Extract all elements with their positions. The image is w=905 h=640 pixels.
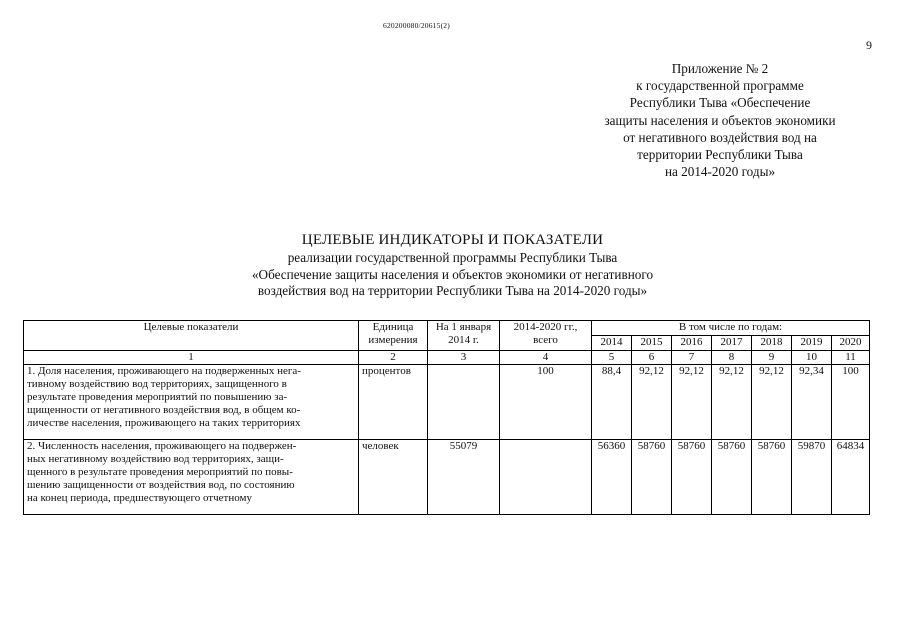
- header-total: 2014-2020 гг., всего: [500, 321, 592, 351]
- appendix-line: от негативного воздействия вод на: [623, 129, 817, 145]
- indicator-year-value: 56360: [592, 440, 632, 515]
- appendix-line: защиты населения и объектов экономики: [604, 112, 836, 128]
- document-id: 620200080/20615(2): [383, 21, 450, 30]
- heading-subtitle-line: реализации государственной программы Республики Тыва: [287, 250, 618, 265]
- indicator-description: 2. Численность населения, проживающего на подвержен- ных негативному воздействию вод территориях, защи- щенного в результате проведения мероприятий по повы- шению защищенности от воздействия вод, по состоянию на конец периода, предшествующего отчетному: [24, 440, 359, 515]
- document-heading: [195, 231, 710, 300]
- indicators-table: [23, 320, 870, 515]
- table-row: [24, 365, 870, 440]
- indicator-description: 1. Доля населения, проживающего на подверженных нега- тивному воздействию вод территориях, защищенного в результате проведения мероприятий по повышению за- щищенности от негативного воздействия вод, в общем ко- личестве населения, проживающего на таких территориях: [24, 365, 359, 440]
- indicator-year-value: 92,12: [712, 365, 752, 440]
- header-year: 2015: [632, 336, 672, 351]
- header-indicators: Целевые показатели: [24, 321, 359, 351]
- appendix-line: Приложение № 2: [671, 61, 769, 76]
- page-number: 9: [866, 38, 872, 52]
- header-year: 2019: [792, 336, 832, 351]
- header-year: 2016: [672, 336, 712, 351]
- header-year: 2017: [712, 336, 752, 351]
- column-number: 6: [632, 351, 672, 365]
- column-number: 11: [832, 351, 870, 365]
- indicator-jan2014: 55079: [428, 440, 500, 515]
- column-number: 5: [592, 351, 632, 365]
- header-by-years: В том числе по годам:: [592, 321, 870, 336]
- indicator-year-value: 59870: [792, 440, 832, 515]
- indicator-unit: процентов: [359, 365, 428, 440]
- header-year: 2014: [592, 336, 632, 351]
- heading-subtitle-line: «Обеспечение защиты населения и объектов экономики от негативного: [251, 266, 654, 282]
- column-number: 9: [752, 351, 792, 365]
- column-number: 10: [792, 351, 832, 365]
- indicator-year-value: 58760: [752, 440, 792, 515]
- indicator-year-value: 58760: [632, 440, 672, 515]
- appendix-line: на 2014-2020 годы»: [664, 164, 776, 180]
- header-year: 2018: [752, 336, 792, 351]
- indicator-total: 100: [500, 365, 592, 440]
- indicator-year-value: 92,12: [632, 365, 672, 440]
- heading-subtitle-line: воздействия вод на территории Республики Тыва на 2014-2020 годы»: [257, 283, 648, 299]
- column-number: 4: [500, 351, 592, 365]
- column-number: 7: [672, 351, 712, 365]
- column-number: 1: [24, 351, 359, 365]
- indicator-total: [500, 440, 592, 515]
- indicator-year-value: 92,34: [792, 365, 832, 440]
- header-year: 2020: [832, 336, 870, 351]
- indicator-year-value: 100: [832, 365, 870, 440]
- appendix-line: к государственной программе: [636, 78, 804, 94]
- indicator-year-value: 88,4: [592, 365, 632, 440]
- column-number: 2: [359, 351, 428, 365]
- indicator-year-value: 58760: [712, 440, 752, 515]
- appendix-line: территории Республики Тыва: [637, 147, 803, 163]
- header-unit: Единица измерения: [359, 321, 428, 351]
- column-number: 8: [712, 351, 752, 365]
- indicator-year-value: 92,12: [672, 365, 712, 440]
- appendix-line: Республики Тыва «Обеспечение: [629, 95, 811, 111]
- appendix-header: [560, 60, 880, 180]
- table-row: [24, 440, 870, 515]
- indicator-year-value: 64834: [832, 440, 870, 515]
- indicator-year-value: 92,12: [752, 365, 792, 440]
- header-jan2014: На 1 января 2014 г.: [428, 321, 500, 351]
- indicator-unit: человек: [359, 440, 428, 515]
- indicator-jan2014: [428, 365, 500, 440]
- indicator-year-value: 58760: [672, 440, 712, 515]
- column-number: 3: [428, 351, 500, 365]
- heading-title: ЦЕЛЕВЫЕ ИНДИКАТОРЫ И ПОКАЗАТЕЛИ: [301, 232, 604, 248]
